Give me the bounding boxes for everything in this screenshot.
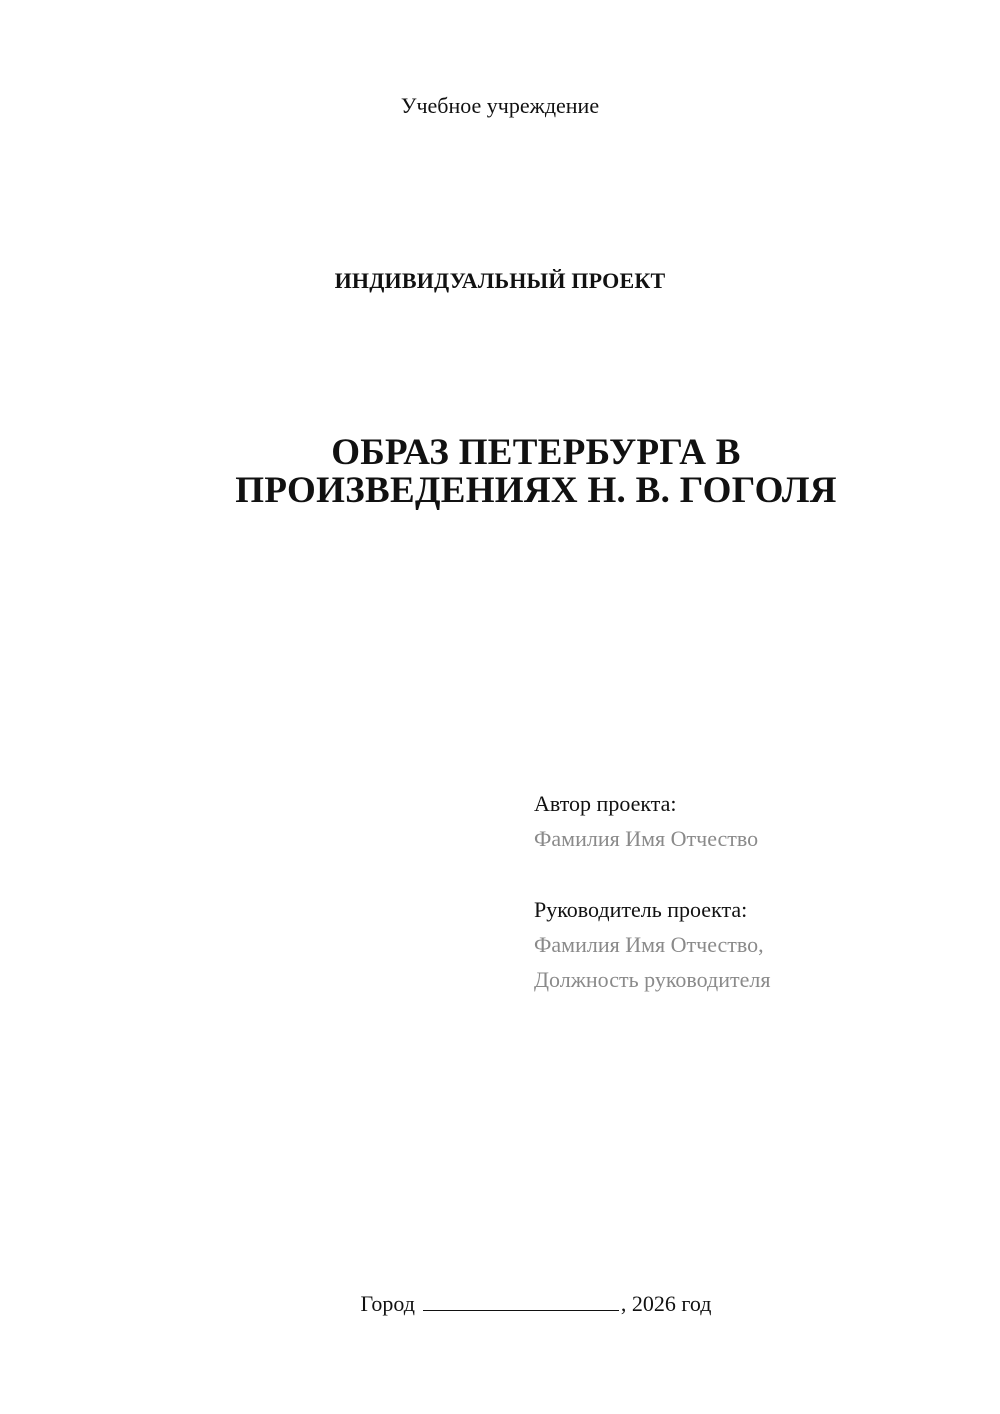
supervisor-position: Должность руководителя — [534, 967, 771, 992]
supervisor-block — [534, 892, 770, 997]
author-name: Фамилия Имя Отчество — [534, 826, 759, 851]
supervisor-label: Руководитель проекта: — [534, 897, 748, 922]
institution-name: Учебное учреждение — [400, 93, 600, 118]
project-title-line-1: ОБРАЗ ПЕТЕРБУРГА В — [331, 432, 741, 473]
footer-city-year — [0, 1288, 1000, 1320]
author-block — [534, 786, 758, 856]
footer-city-label: Город — [360, 1291, 415, 1316]
city-blank-line — [423, 1290, 619, 1311]
author-label: Автор проекта: — [534, 791, 677, 816]
project-type-heading: ИНДИВИДУАЛЬНЫЙ ПРОЕКТ — [334, 268, 666, 293]
project-title-line-2: ПРОИЗВЕДЕНИЯХ Н. В. ГОГОЛЯ — [235, 470, 837, 511]
supervisor-name: Фамилия Имя Отчество, — [534, 932, 764, 957]
project-title — [0, 434, 1000, 510]
footer-year: , 2026 год — [620, 1291, 712, 1316]
